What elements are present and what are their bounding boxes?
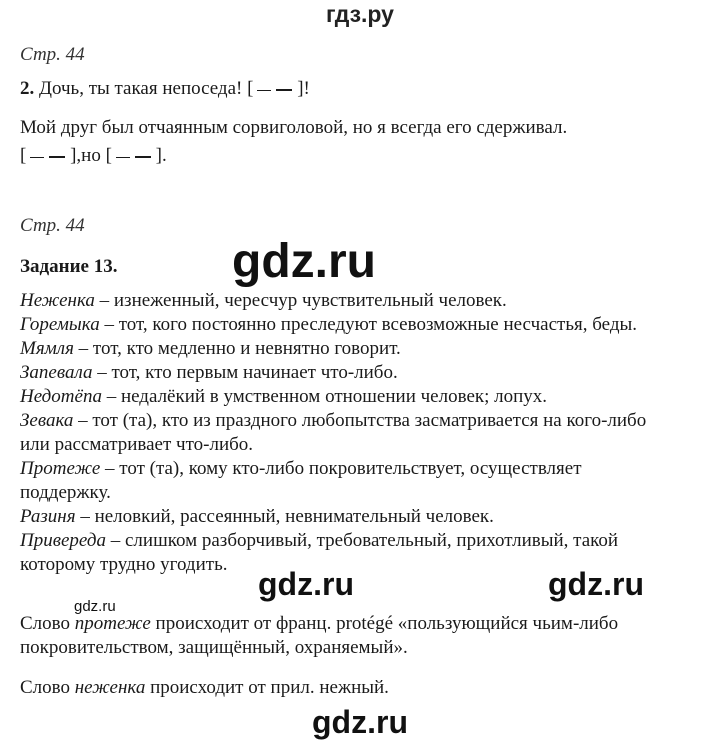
watermark-footer: gdz.ru	[312, 704, 408, 740]
page-reference: Стр. 44	[20, 44, 85, 65]
watermark-middle-right: gdz.ru	[548, 566, 644, 602]
definition-text: – недалёкий в умственном отношении человек; лопух.	[101, 386, 548, 407]
definition-text: – тот (та), кому кто-либо покровительствует, осуществляет	[100, 458, 582, 479]
watermark-middle-left: gdz.ru	[258, 566, 354, 602]
definition-item	[20, 529, 646, 553]
definition-text: – тот, кого постоянно преследуют всевозможные несчастья, беды.	[99, 314, 638, 335]
sentence-2: Мой друг был отчаянным сорвиголовой, но я всегда его сдерживал.	[20, 117, 568, 138]
note-text: покровительством, защищённый, охраняемый».	[20, 637, 408, 658]
definition-text: – изнеженный, чересчур чувствительный человек.	[94, 290, 507, 311]
definition-item	[20, 409, 646, 433]
scheme-predicate-mark	[276, 89, 292, 91]
sentence-1: Дочь, ты такая непоседа! [	[39, 78, 254, 99]
definition-term: Горемыка	[20, 314, 100, 335]
definition-text: – неловкий, рассеянный, невнимательный человек.	[75, 506, 494, 527]
note-text: Слово	[20, 677, 75, 698]
definition-continuation	[20, 433, 646, 457]
sentence-1-end: ]!	[297, 78, 310, 99]
definition-item	[20, 337, 646, 361]
scheme-subject-mark	[257, 90, 271, 91]
watermark-large: gdz.ru	[232, 235, 376, 288]
definition-item	[20, 385, 646, 409]
exercise-2-line	[20, 77, 310, 101]
definition-term: Протеже	[20, 458, 101, 479]
definition-text: – тот, кто медленно и невнятно говорит.	[73, 338, 401, 359]
scheme-predicate-mark	[49, 156, 65, 158]
etymology-note-1	[20, 612, 618, 660]
site-header: гдз.ру	[326, 1, 394, 27]
definitions-list	[20, 289, 646, 577]
definition-continuation	[20, 481, 646, 505]
definition-text: – тот (та), кто из праздного любопытства засматривается на кого-либо	[73, 410, 647, 431]
definition-text: поддержку.	[20, 482, 111, 503]
scheme-end: ].	[155, 145, 167, 166]
definition-term: Привереда	[20, 530, 106, 551]
definition-term: Мямля	[20, 338, 74, 359]
note-text: происходит от франц. protégé «пользующийся чьим-либо	[150, 613, 619, 634]
definition-item	[20, 313, 646, 337]
scheme-subject-mark	[30, 157, 44, 158]
definition-term: Разиня	[20, 506, 76, 527]
note-text: Слово	[20, 613, 75, 634]
scheme-predicate-mark	[135, 156, 151, 158]
sentence-2-scheme	[20, 144, 167, 168]
definition-text: – тот, кто первым начинает что-либо.	[92, 362, 398, 383]
definition-term: Неженка	[20, 290, 95, 311]
scheme-open: [	[20, 145, 27, 166]
etymology-note-2	[20, 676, 389, 700]
definition-item	[20, 457, 646, 481]
note-text: происходит от прил. нежный.	[145, 677, 389, 698]
watermark-small: gdz.ru	[74, 598, 116, 615]
definition-text: – слишком разборчивый, требовательный, прихотливый, такой	[105, 530, 619, 551]
definition-item	[20, 289, 646, 313]
definition-term: Недотёпа	[20, 386, 102, 407]
definition-item	[20, 361, 646, 385]
definition-item	[20, 505, 646, 529]
scheme-middle: ],но [	[70, 145, 112, 166]
page-reference-2: Стр. 44	[20, 215, 85, 236]
note-term: неженка	[74, 677, 146, 698]
scheme-subject-mark	[116, 157, 130, 158]
definition-term: Зевака	[20, 410, 74, 431]
definition-term: Запевала	[20, 362, 93, 383]
task-title: Задание 13.	[20, 256, 118, 277]
exercise-number: 2.	[20, 78, 35, 99]
definition-text: или рассматривает что-либо.	[20, 434, 254, 455]
note-term: протеже	[74, 613, 151, 634]
definition-text: которому трудно угодить.	[20, 554, 228, 575]
